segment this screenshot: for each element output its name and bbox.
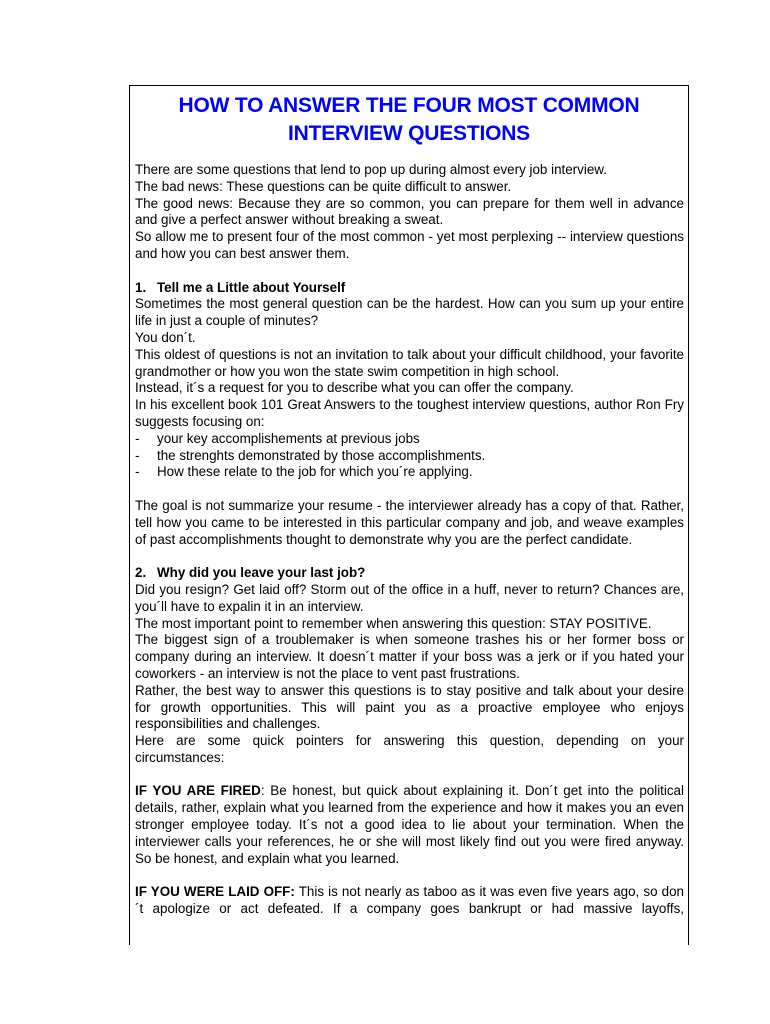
section-2-paragraph-1: Did you resign? Get laid off? Storm out of the office in a huff, never to return? Chances are, you´ll have to expalin it in an interview. xyxy=(135,581,684,614)
fired-text: : Be honest, but quick about explaining it. Don´t get into the political details, rather, explain what you learned from the experience and how it makes you an even stronger employee today. It´s not a good idea to lie about your termination. When the interviewer calls your references, he or she will most likely find out you were fired anyway. So be honest, and explain what you learned. xyxy=(135,783,684,866)
section-1-heading xyxy=(135,280,684,297)
section-2-number: 2. xyxy=(135,565,147,581)
section-1-paragraph-4: Instead, it´s a request for you to describe what you can offer the company. xyxy=(135,380,574,396)
section-2-heading xyxy=(135,565,684,582)
list-item xyxy=(135,431,684,448)
title-line-1: HOW TO ANSWER THE FOUR MOST COMMON xyxy=(178,94,640,117)
bullet-marker: - xyxy=(135,430,140,446)
bullet-marker: - xyxy=(135,447,140,463)
fired-lead: IF YOU ARE FIRED xyxy=(135,783,261,799)
section-1-paragraph-5: In his excellent book 101 Great Answers to the toughest interview questions, author Ron Fry suggests focusing on: xyxy=(135,397,684,429)
intro-paragraph-2: The bad news: These questions can be quite difficult to answer. xyxy=(135,178,512,194)
section-1-paragraph-2: You don´t. xyxy=(135,329,196,345)
intro-paragraph-3: The good news: Because they are so common, you can prepare for them well in advance and give a perfect answer without breaking a sweat. xyxy=(135,195,684,228)
list-item-text: How these relate to the job for which you´re applying. xyxy=(157,464,473,480)
section-2-paragraph-5: Here are some quick pointers for answering this question, depending on your circumstances: xyxy=(135,733,684,765)
section-1-number: 1. xyxy=(135,279,147,295)
section-1-paragraph-6: The goal is not summarize your resume - the interviewer already has a copy of that. Rather, tell how you came to be interested in this particular company and job, and weave examples of past accomplishments thought to demonstrate why you are the perfect candidate. xyxy=(135,497,684,547)
laidoff-lead: IF YOU WERE LAID OFF: xyxy=(135,884,295,900)
spacer xyxy=(135,263,684,280)
bullet-marker: - xyxy=(135,464,140,480)
laidoff-text: This is not nearly as taboo as it was even five years ago, so don´t apologize or act defeated. If a company goes bankrupt or had massive layoffs, xyxy=(135,884,684,917)
document-body xyxy=(135,162,684,918)
section-1-paragraph-3: This oldest of questions is not an invitation to talk about your difficult childhood, your favorite grandmother or how you won the state swim competition in high school. xyxy=(135,346,684,379)
list-item-text: the strenghts demonstrated by those accomplishments. xyxy=(157,447,486,463)
list-item-text: your key accomplishements at previous jobs xyxy=(157,430,420,446)
section-2-paragraph-2: The most important point to remember when answering this question: STAY POSITIVE. xyxy=(135,615,652,631)
spacer xyxy=(135,548,684,565)
list-item xyxy=(135,448,684,465)
spacer xyxy=(135,767,684,784)
document-title xyxy=(130,92,688,148)
section-2-paragraph-4: Rather, the best way to answer this questions is to stay positive and talk about your desire for growth opportunities. This will paint you as a proactive employee who enjoys responsibilities and challenges. xyxy=(135,682,684,732)
intro-paragraph-1: There are some questions that lend to pop up during almost every job interview. xyxy=(135,162,607,177)
section-2-paragraph-3: The biggest sign of a troublemaker is when someone trashes his or her former boss or company during an interview. It doesn´t matter if your boss was a jerk or if you hated your coworkers - an interview is not the place to vent past frustrations. xyxy=(135,632,684,681)
spacer xyxy=(135,867,684,884)
section-2-fired-paragraph xyxy=(135,783,684,867)
spacer xyxy=(135,481,684,498)
list-item xyxy=(135,464,684,481)
section-2-heading-text: Why did you leave your last job? xyxy=(157,565,366,581)
document-page xyxy=(129,85,689,945)
intro-paragraph-4: So allow me to present four of the most common - yet most perplexing -- interview questions and how you can best answer them. xyxy=(135,229,684,261)
section-2-laidoff-paragraph xyxy=(135,884,684,918)
title-line-2: INTERVIEW QUESTIONS xyxy=(287,122,530,145)
section-1-paragraph-1: Sometimes the most general question can be the hardest. How can you sum up your entire life in just a couple of minutes? xyxy=(135,296,684,329)
section-1-heading-text: Tell me a Little about Yourself xyxy=(157,279,346,295)
